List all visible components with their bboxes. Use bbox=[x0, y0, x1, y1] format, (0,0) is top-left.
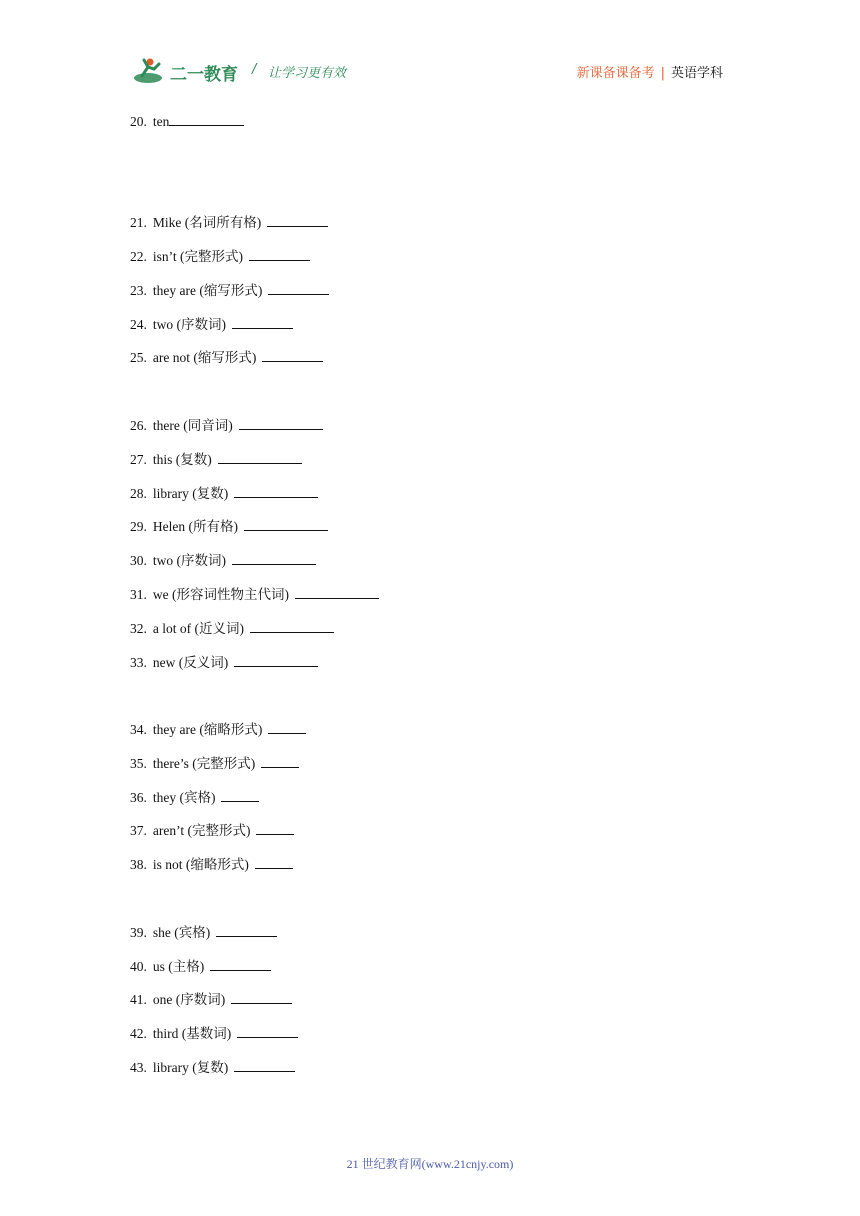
item-number: 37. bbox=[130, 823, 147, 838]
item-prompt: they are (缩略形式) bbox=[152, 722, 263, 737]
header-subject-label: 英语学科 bbox=[670, 66, 723, 81]
item-number: 31. bbox=[130, 587, 147, 602]
exercise-item bbox=[130, 317, 293, 333]
item-number: 41. bbox=[130, 992, 147, 1007]
answer-blank[interactable] bbox=[234, 1060, 295, 1072]
item-prompt: two (序数词) bbox=[152, 317, 226, 332]
item-prompt: they (宾格) bbox=[152, 790, 216, 805]
item-prompt: they are (缩写形式) bbox=[152, 283, 263, 298]
item-prompt: new (反义词) bbox=[152, 655, 229, 670]
exercise-item bbox=[130, 452, 302, 468]
exercise-item bbox=[130, 959, 271, 975]
answer-blank[interactable] bbox=[268, 722, 306, 734]
exercise-item bbox=[130, 114, 244, 130]
page-footer: 21 世纪教育网(www.21cnjy.com) bbox=[346, 1157, 514, 1171]
item-prompt: is not (缩略形式) bbox=[152, 857, 249, 872]
item-number: 26. bbox=[130, 418, 147, 433]
answer-blank[interactable] bbox=[255, 857, 293, 869]
item-number: 32. bbox=[130, 621, 147, 636]
item-number: 36. bbox=[130, 790, 147, 805]
brand-logo bbox=[130, 56, 242, 88]
item-prompt: Mike (名词所有格) bbox=[152, 215, 262, 230]
item-prompt: third (基数词) bbox=[152, 1026, 232, 1041]
exercise-item bbox=[130, 722, 306, 738]
item-prompt: we (形容词性物主代词) bbox=[152, 587, 289, 602]
item-number: 42. bbox=[130, 1026, 147, 1041]
item-number: 35. bbox=[130, 756, 147, 771]
exercise-item bbox=[130, 215, 328, 231]
item-number: 23. bbox=[130, 283, 147, 298]
exercise-item bbox=[130, 655, 318, 671]
slogan-separator: / bbox=[252, 62, 257, 77]
exercise-item bbox=[130, 486, 318, 502]
item-number: 21. bbox=[130, 215, 147, 230]
item-number: 22. bbox=[130, 249, 147, 264]
header-subject bbox=[577, 62, 723, 81]
answer-blank[interactable] bbox=[231, 992, 292, 1004]
item-prompt: library (复数) bbox=[152, 486, 229, 501]
answer-blank[interactable] bbox=[169, 114, 244, 126]
item-prompt: a lot of (近义词) bbox=[152, 621, 244, 636]
item-prompt: are not (缩写形式) bbox=[152, 350, 257, 365]
item-prompt: ten bbox=[152, 114, 170, 129]
item-prompt: isn’t (完整形式) bbox=[152, 249, 243, 264]
exercise-item bbox=[130, 857, 293, 873]
item-number: 27. bbox=[130, 452, 147, 467]
brand-name: 二一教育 bbox=[170, 65, 238, 85]
answer-blank[interactable] bbox=[216, 925, 277, 937]
exercise-item bbox=[130, 823, 294, 839]
exercise-item bbox=[130, 587, 379, 603]
item-number: 43. bbox=[130, 1060, 147, 1075]
item-number: 34. bbox=[130, 722, 147, 737]
answer-blank[interactable] bbox=[262, 350, 323, 362]
slogan: 让学习更有效 bbox=[268, 66, 347, 81]
item-prompt: us (主格) bbox=[152, 959, 205, 974]
exercise-item bbox=[130, 350, 323, 366]
answer-blank[interactable] bbox=[244, 519, 328, 531]
item-prompt: one (序数词) bbox=[152, 992, 226, 1007]
page-header bbox=[0, 0, 860, 100]
item-number: 24. bbox=[130, 317, 147, 332]
item-prompt: there’s (完整形式) bbox=[152, 756, 256, 771]
item-prompt: library (复数) bbox=[152, 1060, 229, 1075]
answer-blank[interactable] bbox=[295, 587, 379, 599]
exercise-item bbox=[130, 249, 310, 265]
exercise-item bbox=[130, 992, 292, 1008]
answer-blank[interactable] bbox=[250, 621, 334, 633]
answer-blank[interactable] bbox=[237, 1026, 298, 1038]
exercise-item bbox=[130, 790, 259, 806]
header-divider: | bbox=[660, 66, 665, 81]
answer-blank[interactable] bbox=[249, 249, 310, 261]
item-number: 20. bbox=[130, 114, 147, 129]
answer-blank[interactable] bbox=[210, 959, 271, 971]
header-course-label: 新课备课备考 bbox=[576, 66, 655, 81]
exercise-item bbox=[130, 283, 329, 299]
item-number: 40. bbox=[130, 959, 147, 974]
answer-blank[interactable] bbox=[221, 790, 259, 802]
exercise-item bbox=[130, 418, 323, 434]
item-prompt: aren’t (完整形式) bbox=[152, 823, 251, 838]
item-prompt: Helen (所有格) bbox=[152, 519, 238, 534]
answer-blank[interactable] bbox=[232, 317, 293, 329]
item-prompt: she (宾格) bbox=[152, 925, 211, 940]
exercise-item bbox=[130, 553, 316, 569]
item-number: 28. bbox=[130, 486, 147, 501]
item-number: 38. bbox=[130, 857, 147, 872]
item-number: 29. bbox=[130, 519, 147, 534]
answer-blank[interactable] bbox=[267, 215, 328, 227]
exercise-item bbox=[130, 925, 277, 941]
answer-blank[interactable] bbox=[234, 655, 318, 667]
answer-blank[interactable] bbox=[268, 283, 329, 295]
item-prompt: there (同音词) bbox=[152, 418, 233, 433]
exercise-item bbox=[130, 621, 334, 637]
answer-blank[interactable] bbox=[234, 486, 318, 498]
item-number: 30. bbox=[130, 553, 147, 568]
item-number: 39. bbox=[130, 925, 147, 940]
exercise-item bbox=[130, 1026, 298, 1042]
answer-blank[interactable] bbox=[218, 452, 302, 464]
item-number: 33. bbox=[130, 655, 147, 670]
exercise-item bbox=[130, 1060, 295, 1076]
answer-blank[interactable] bbox=[232, 553, 316, 565]
exercise-item bbox=[130, 519, 328, 535]
item-prompt: this (复数) bbox=[152, 452, 212, 467]
answer-blank[interactable] bbox=[256, 823, 294, 835]
answer-blank[interactable] bbox=[261, 756, 299, 768]
exercise-item bbox=[130, 756, 299, 772]
answer-blank[interactable] bbox=[239, 418, 323, 430]
item-prompt: two (序数词) bbox=[152, 553, 226, 568]
item-number: 25. bbox=[130, 350, 147, 365]
